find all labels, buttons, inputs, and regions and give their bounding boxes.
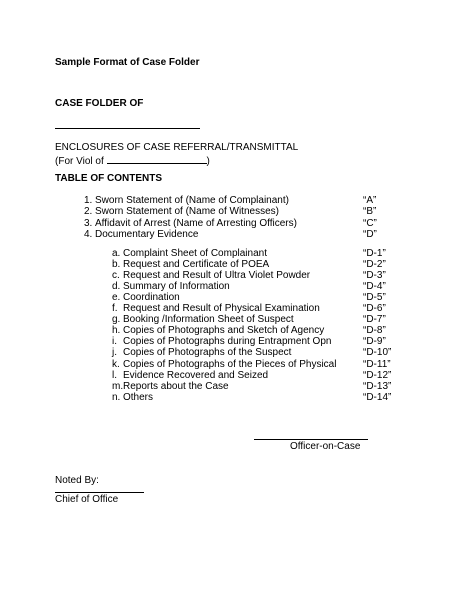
toc-main-item — [84, 229, 384, 241]
noted-by-label: Noted By: — [55, 475, 99, 486]
toc-sub-item — [112, 392, 412, 404]
item-code: “D-3” — [363, 270, 386, 282]
item-code: “B” — [363, 206, 377, 218]
item-label: Copies of Photographs of the Pieces of Physical — [123, 358, 337, 370]
item-number: e. — [112, 292, 121, 304]
for-viol-prefix: (For Viol of — [55, 156, 104, 167]
item-code: “D-8” — [363, 325, 386, 337]
item-number: 4. — [84, 228, 93, 240]
item-label: Summary of Information — [123, 281, 230, 293]
item-code: “D-10” — [363, 347, 392, 359]
toc-title: TABLE OF CONTENTS — [55, 173, 163, 184]
item-number: m. — [112, 380, 124, 392]
item-label: Copies of Photographs during Entrapment Opn — [123, 336, 332, 348]
item-code: “D-6” — [363, 303, 386, 315]
item-label: Request and Certificate of POEA — [123, 259, 270, 271]
item-number: k. — [112, 358, 120, 370]
item-label: Reports about the Case — [123, 380, 229, 392]
case-folder-label: CASE FOLDER OF — [55, 98, 144, 109]
item-label: Affidavit of Arrest (Name of Arresting Officers) — [95, 217, 297, 229]
item-code: “D-2” — [363, 259, 386, 271]
item-code: “D-4” — [363, 281, 386, 293]
item-code: “D-1” — [363, 248, 386, 259]
item-label: Coordination — [123, 292, 180, 304]
toc-main-item — [84, 218, 384, 230]
item-label: Request and Result of Physical Examination — [123, 303, 320, 315]
item-number: a. — [112, 248, 121, 259]
item-code: “D” — [363, 228, 377, 240]
toc-main-item — [84, 206, 384, 218]
item-label: Sworn Statement of (Name of Complainant) — [95, 195, 289, 206]
page-heading: Sample Format of Case Folder — [55, 57, 200, 68]
item-code: “C” — [363, 217, 377, 229]
case-folder-blank-line — [55, 128, 200, 129]
item-number: b. — [112, 259, 121, 271]
enclosures-title: ENCLOSURES OF CASE REFERRAL/TRANSMITTAL — [55, 142, 299, 153]
item-number: f. — [112, 303, 118, 315]
item-code: “D-5” — [363, 292, 386, 304]
item-label: Copies of Photographs and Sketch of Agency — [123, 325, 325, 337]
item-label: Copies of Photographs of the Suspect — [123, 347, 292, 359]
item-number: 1. — [84, 195, 93, 206]
item-number: g. — [112, 314, 121, 326]
item-label: Others — [123, 391, 154, 403]
item-code: “A” — [363, 195, 377, 206]
item-code: “D-12” — [363, 369, 392, 381]
item-label: Evidence Recovered and Seized — [123, 369, 269, 381]
officer-signature-line — [254, 439, 368, 440]
item-code: “D-9” — [363, 336, 386, 348]
item-code: “D-13” — [363, 380, 392, 392]
item-number: i. — [112, 336, 117, 348]
item-code: “D-11” — [363, 358, 391, 370]
item-number: n. — [112, 391, 121, 403]
item-label: Documentary Evidence — [95, 228, 199, 240]
for-viol-suffix: ) — [206, 156, 210, 167]
item-label: Sworn Statement of (Name of Witnesses) — [95, 206, 279, 218]
violation-blank-line — [107, 154, 207, 164]
item-code: “D-14” — [363, 391, 392, 403]
item-number: 3. — [84, 217, 93, 229]
item-number: h. — [112, 325, 121, 337]
item-number: j. — [112, 347, 117, 359]
officer-on-case-label: Officer-on-Case — [290, 441, 361, 452]
item-label: Request and Result of Ultra Violet Powder — [123, 270, 311, 282]
item-number: 2. — [84, 206, 93, 218]
item-number: d. — [112, 281, 121, 293]
toc-main-item — [84, 195, 384, 207]
chief-of-office-label: Chief of Office — [55, 494, 119, 505]
item-label: Complaint Sheet of Complainant — [123, 248, 267, 259]
item-label: Booking /Information Sheet of Suspect — [123, 314, 294, 326]
chief-signature-line — [55, 492, 144, 493]
item-number: c. — [112, 270, 120, 282]
item-code: “D-7” — [363, 314, 386, 326]
for-viol-line — [55, 154, 210, 168]
item-number: l. — [112, 369, 117, 381]
